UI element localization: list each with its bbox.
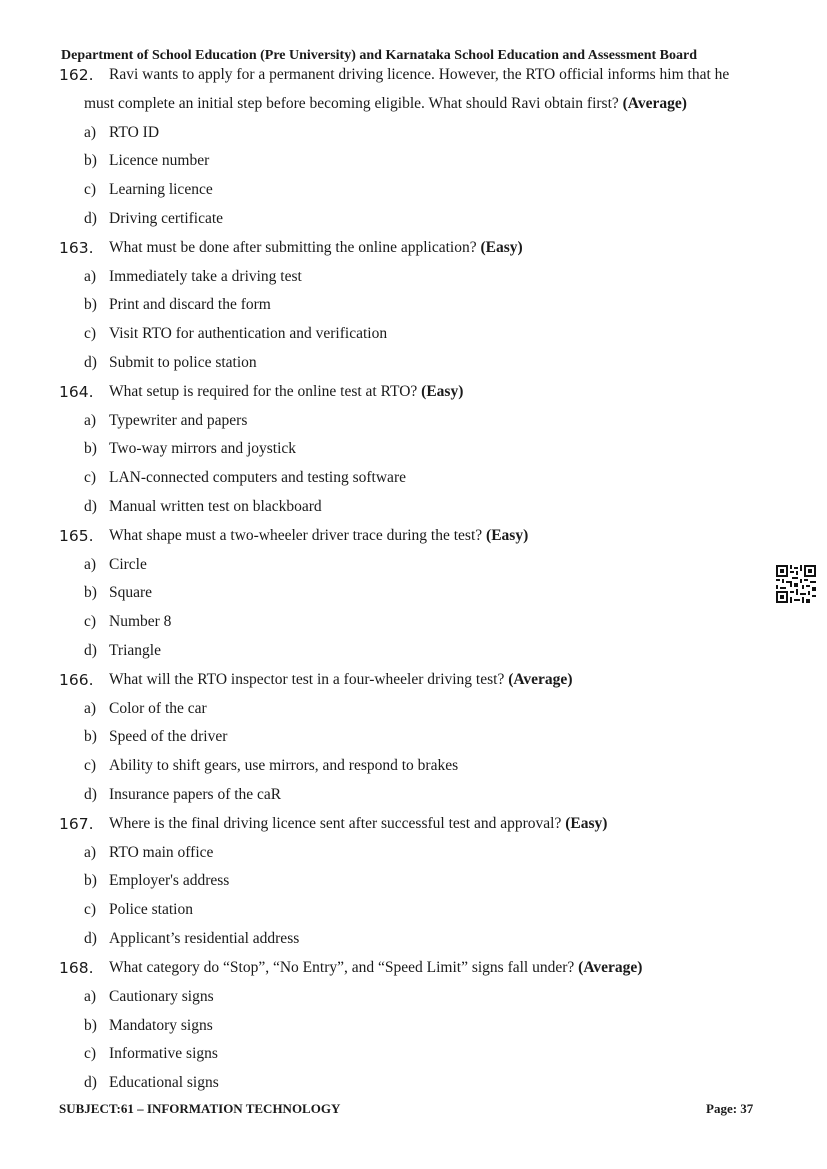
- option-letter: b): [84, 440, 97, 457]
- option-letter: b): [84, 296, 97, 313]
- option-text: Educational signs: [109, 1074, 219, 1091]
- question-text-line1: Ravi wants to apply for a permanent driving licence. However, the RTO official informs him that he: [109, 66, 730, 83]
- option-letter: d): [84, 642, 97, 659]
- option-text: Color of the car: [109, 700, 207, 717]
- option-text: Informative signs: [109, 1045, 218, 1062]
- option-text: RTO main office: [109, 844, 214, 861]
- option-text: Submit to police station: [109, 354, 257, 371]
- footer-page-number: Page: 37: [706, 1101, 754, 1116]
- option-text: Speed of the driver: [109, 728, 228, 745]
- option-letter: a): [84, 412, 97, 429]
- option-letter: d): [84, 210, 97, 227]
- question-number: 164.: [59, 383, 94, 401]
- option-text: Print and discard the form: [109, 296, 271, 313]
- difficulty-label: (Easy): [421, 383, 464, 400]
- option-text: Insurance papers of the caR: [109, 786, 282, 803]
- option-text: Square: [109, 584, 153, 601]
- option-letter: c): [84, 469, 97, 486]
- question-text: What shape must a two-wheeler driver trace during the test? (Easy): [109, 527, 529, 544]
- option-text: LAN-connected computers and testing software: [109, 469, 406, 486]
- option-text: Visit RTO for authentication and verification: [109, 325, 388, 342]
- option-letter: c): [84, 901, 97, 918]
- footer-subject: SUBJECT:61 – INFORMATION TECHNOLOGY: [59, 1101, 341, 1116]
- question-text: What setup is required for the online test at RTO? (Easy): [109, 383, 464, 400]
- question-number: 167.: [59, 815, 94, 833]
- difficulty-label: (Easy): [565, 815, 608, 832]
- option-letter: d): [84, 786, 97, 803]
- question-text: What will the RTO inspector test in a four-wheeler driving test? (Average): [109, 671, 573, 688]
- option-letter: c): [84, 1045, 97, 1062]
- option-text: Cautionary signs: [109, 988, 214, 1005]
- page-header: Department of School Education (Pre University) and Karnataka School Education and Assessment Board: [61, 48, 698, 63]
- option-letter: a): [84, 556, 97, 573]
- option-text: Licence number: [109, 152, 210, 169]
- question-number: 162.: [59, 66, 94, 84]
- option-letter: c): [84, 325, 97, 342]
- question-text: What must be done after submitting the online application? (Easy): [109, 239, 523, 256]
- option-letter: a): [84, 844, 97, 861]
- option-text: Manual written test on blackboard: [109, 498, 322, 515]
- option-text: Ability to shift gears, use mirrors, and respond to brakes: [109, 757, 459, 774]
- difficulty-label: (Average): [508, 671, 573, 688]
- option-text: Number 8: [109, 613, 172, 630]
- qr-code-icon: [776, 565, 816, 603]
- option-text: Driving certificate: [109, 210, 224, 227]
- option-text: RTO ID: [109, 124, 160, 141]
- option-text: Employer's address: [109, 872, 230, 889]
- question-text-line2: must complete an initial step before becoming eligible. What should Ravi obtain first? (Average): [84, 95, 687, 112]
- option-letter: a): [84, 268, 97, 285]
- difficulty-label: (Easy): [486, 527, 529, 544]
- option-letter: a): [84, 124, 97, 141]
- option-text: Applicant’s residential address: [109, 930, 300, 947]
- option-text: Triangle: [109, 642, 161, 659]
- option-text: Mandatory signs: [109, 1017, 213, 1034]
- question-number: 165.: [59, 527, 94, 545]
- option-letter: c): [84, 757, 97, 774]
- difficulty-label: (Easy): [480, 239, 523, 256]
- option-letter: d): [84, 354, 97, 371]
- difficulty-label: (Average): [578, 959, 643, 976]
- option-text: Immediately take a driving test: [109, 268, 302, 285]
- question-text: Where is the final driving licence sent after successful test and approval? (Easy): [109, 815, 608, 832]
- option-letter: a): [84, 700, 97, 717]
- question-text: What category do “Stop”, “No Entry”, and “Speed Limit” signs fall under? (Average): [109, 959, 643, 976]
- option-text: Typewriter and papers: [109, 412, 248, 429]
- option-letter: b): [84, 872, 97, 889]
- option-text: Police station: [109, 901, 193, 918]
- option-text: Learning licence: [109, 181, 213, 198]
- difficulty-label: (Average): [622, 95, 687, 112]
- option-text: Two-way mirrors and joystick: [109, 440, 297, 457]
- option-letter: c): [84, 181, 97, 198]
- option-letter: b): [84, 152, 97, 169]
- question-number: 168.: [59, 959, 94, 977]
- option-letter: b): [84, 1017, 97, 1034]
- question-number: 163.: [59, 239, 94, 257]
- question-number: 166.: [59, 671, 94, 689]
- option-letter: b): [84, 584, 97, 601]
- option-letter: a): [84, 988, 97, 1005]
- option-letter: d): [84, 930, 97, 947]
- option-letter: d): [84, 1074, 97, 1091]
- option-letter: d): [84, 498, 97, 515]
- option-letter: b): [84, 728, 97, 745]
- option-letter: c): [84, 613, 97, 630]
- option-text: Circle: [109, 556, 147, 573]
